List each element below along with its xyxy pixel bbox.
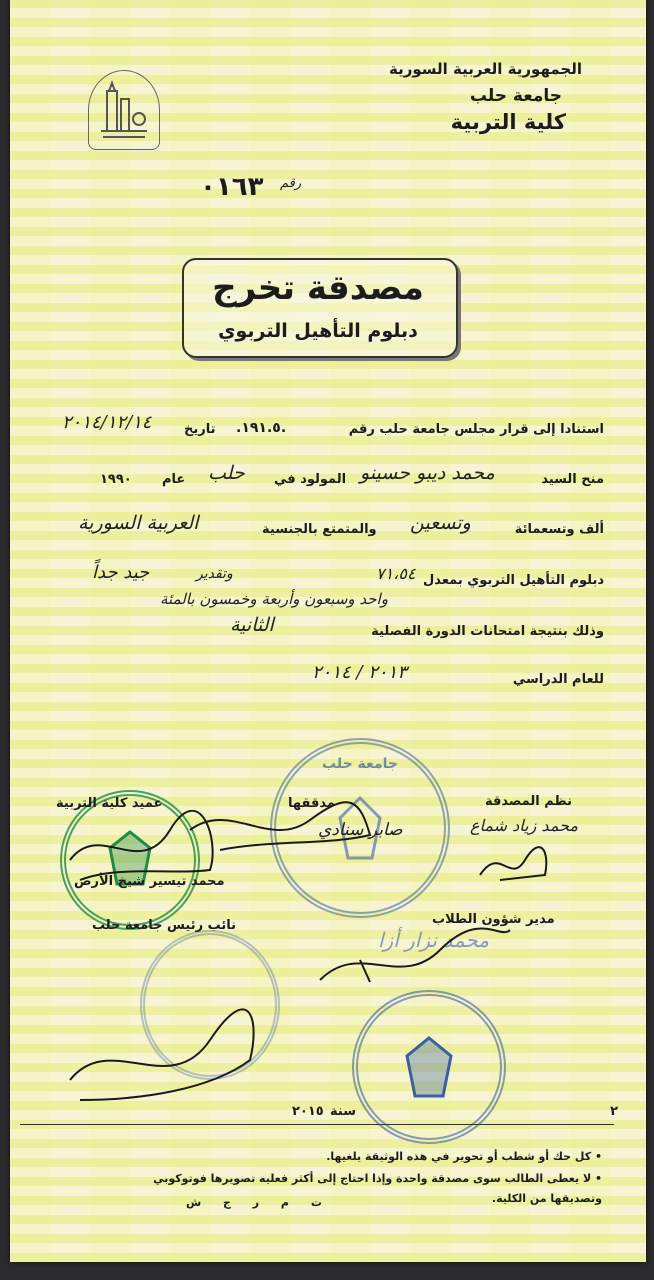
certificate-subtitle: دبلوم التأهيل التربوي <box>218 320 418 342</box>
student-name: محمد ديبو حسينو <box>360 462 495 484</box>
body-line-5-text: وذلك بنتيجة امتحانات الدورة الفصلية <box>371 624 604 639</box>
year-label: عام <box>162 472 186 487</box>
body-line-2-label: منح السيد <box>541 472 604 487</box>
exam-session: الثانية <box>230 614 274 636</box>
ref-label: رقم <box>280 176 302 191</box>
birth-year-words: وتسعين <box>410 512 471 534</box>
organizer-name: محمد زياد شماع <box>470 816 578 835</box>
affairs-name: محمد نزار أزا <box>378 928 489 952</box>
grade-label: وتقدير <box>196 566 233 582</box>
year-issue-label: سنة <box>330 1104 356 1119</box>
note-3: وتصديقها من الكلية. <box>491 1192 602 1205</box>
organizer-signature <box>470 840 560 890</box>
organizer-label: نظم المصدقة <box>484 794 572 809</box>
header-country: الجمهورية العربية السورية <box>389 60 582 78</box>
average: ٧١،٥٤ <box>376 564 416 583</box>
body-line-3-text: ألف وتسعمائة <box>514 522 604 537</box>
vp-label: نائب رئيس جامعة حلب <box>92 918 236 933</box>
body-line-6-text: للعام الدراسي <box>512 672 604 687</box>
academic-year: ٢٠١٣ / ٢٠١٤ <box>312 662 407 683</box>
ref-number: ٠١٦٣ <box>200 172 264 202</box>
grade: جيد جداً <box>92 562 150 583</box>
born-label: المولود في <box>274 472 347 487</box>
dean-signature <box>60 810 230 890</box>
issue-year: ٢٠١٥ <box>292 1104 324 1119</box>
office-codes: ت م ر ج ش <box>186 1196 322 1209</box>
auditor-label: مدققها <box>288 796 335 811</box>
header-faculty: كلية التربية <box>450 110 566 134</box>
notes-divider <box>20 1124 614 1125</box>
average-words: واحد وسبعون وأربعة وخمسون بالمئة <box>160 590 388 608</box>
body-line-1-text: استنادا إلى قرار مجلس جامعة حلب رقم <box>348 422 604 437</box>
dean-label: عميد كلية التربية <box>56 796 163 811</box>
birth-year: ١٩٩٠ <box>100 472 132 487</box>
affairs-label: مدير شؤون الطلاب <box>432 912 555 927</box>
vp-signature <box>60 1000 270 1110</box>
decision-date: ٢٠١٤/١٢/١٤ <box>62 412 152 433</box>
birth-place: حلب <box>208 462 245 484</box>
affairs-stamp <box>352 990 506 1144</box>
university-logo <box>88 70 160 150</box>
auditor-name: صابر سنادي <box>318 820 403 840</box>
dean-name: محمد تيسير شيخ الأرض <box>74 874 225 889</box>
nationality: العربية السورية <box>78 512 199 534</box>
certificate-title: مصدقة تخرج <box>212 268 424 308</box>
stamp-text: جامعة حلب <box>322 756 398 772</box>
note-1: • كل حك أو شطب أو تحوير في هذه الوثيقة يلغيها. <box>326 1150 602 1163</box>
date-prefix: ٢ <box>610 1104 618 1119</box>
note-2: • لا يعطى الطالب سوى مصدقة واحدة وإذا احتاج إلى أكثر فعليه تصويرها فوتوكوبي <box>153 1172 602 1185</box>
nationality-label: والمتمتع بالجنسية <box>262 522 377 537</box>
header-university: جامعة حلب <box>469 86 562 106</box>
date-label: تاريخ <box>184 422 216 437</box>
affairs-signature <box>300 920 520 1000</box>
body-line-4-text: دبلوم التأهيل التربوي بمعدل <box>423 573 604 588</box>
decision-number: .١٩١.٥. <box>236 420 287 436</box>
